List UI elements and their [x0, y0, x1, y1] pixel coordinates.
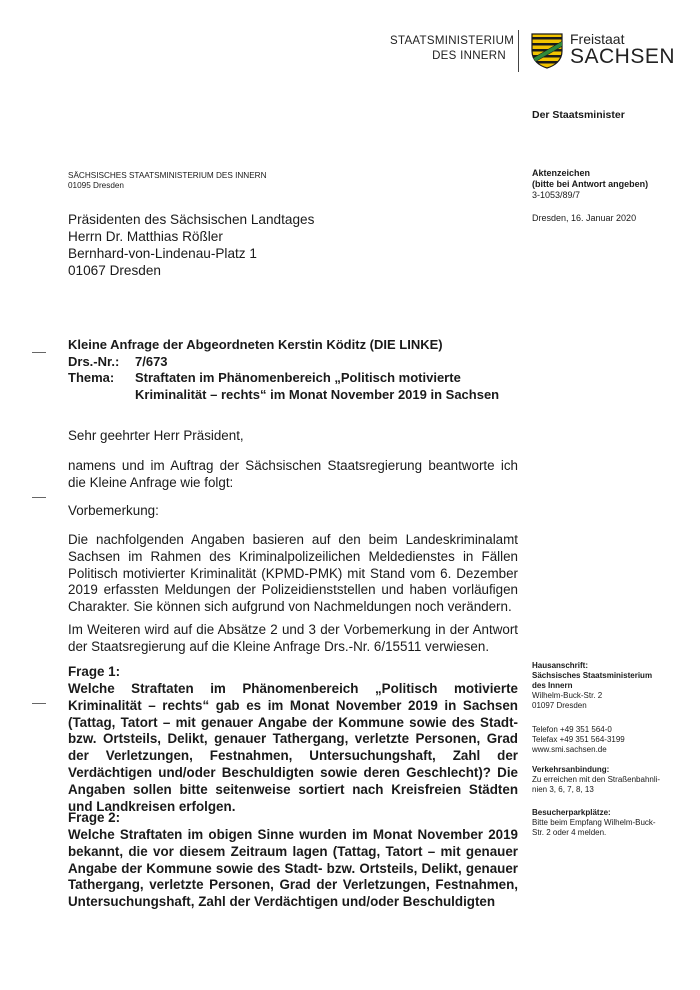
address-line-2: des Innern [532, 681, 573, 690]
frage-1-title: Frage 1: [68, 664, 121, 679]
recipient-line-4: 01067 Dresden [68, 263, 161, 278]
vorbemerkung-paragraph-2: Im Weiteren wird auf die Absätze 2 und 3 der Vorbemerkung in der Antwort der Staatsregierung auf die Kleine Anfrage Drs.-Nr. 6/15511 verwiesen. [68, 622, 518, 654]
sidebar-transport [532, 765, 662, 795]
vorbemerkung-paragraph-1: Die nachfolgenden Angaben basieren auf den beim Landeskriminalamt Sachsen im Rahmen des Kriminalpolizeilichen Meldedienstes in Fällen Politisch motivierter Kriminalität (KPMD-PMK) mit Stand vom 6. Dezember 2019 erfassten Meldungen der Polizeidienststellen und haben vorläufigen Charakter. Sie können sich aufgrund von Nachmeldungen noch verändern. [68, 532, 518, 615]
header-divider [518, 30, 519, 72]
sidebar-address [532, 661, 662, 711]
punch-mark [32, 497, 46, 498]
recipient-line-2: Herrn Dr. Matthias Rößler [68, 229, 223, 244]
sender-address [68, 171, 267, 191]
address-line-1: Sächsisches Staatsministerium [532, 671, 653, 680]
fax-number: Telefax +49 351 564-3199 [532, 735, 625, 744]
sender-line-2: 01095 Dresden [68, 181, 124, 190]
fold-mark-bottom [32, 703, 46, 704]
minister-title: Der Staatsminister [532, 109, 625, 121]
subject-block [68, 337, 518, 403]
address-line-3: Wilhelm-Buck-Str. 2 [532, 691, 603, 700]
vorbemerkung-title: Vorbemerkung: [68, 503, 159, 518]
ministry-line-2: DES INNERN [432, 50, 506, 62]
subject-title: Kleine Anfrage der Abgeordneten Kerstin Köditz (DIE LINKE) [68, 337, 443, 352]
reference-number: 3-1053/89/7 [532, 190, 581, 200]
letter-date: Dresden, 16. Januar 2020 [532, 213, 637, 223]
website-link[interactable]: www.smi.sachsen.de [532, 745, 607, 754]
thema-value: Straftaten im Phänomenbereich „Politisch motivierte Kriminalität – rechts“ im Monat November 2019 in Sachsen [135, 370, 500, 402]
salutation: Sehr geehrter Herr Präsident, [68, 428, 244, 443]
subject-drs-row [68, 354, 518, 371]
state-name: SACHSEN [570, 45, 676, 68]
parking-line-1: Bitte beim Empfang Wilhelm-Buck- [532, 818, 656, 827]
phone-number: Telefon +49 351 564-0 [532, 725, 612, 734]
saxony-crest-icon [530, 31, 564, 69]
reference-hint: (bitte bei Antwort angeben) [532, 179, 649, 189]
reference-block [532, 168, 648, 201]
drs-label: Drs.-Nr.: [68, 353, 120, 369]
parking-line-2: Str. 2 oder 4 melden. [532, 828, 607, 837]
frage-1-text: Welche Straftaten im Phänomenbereich „Politisch motivierte Kriminalität – rechts“ gab es im Monat November 2019 in Sachsen (Tattag, Tatort – mit genauer Angabe der Kommune sowie des Stadt- bzw. Ortsteils, Delikt, genauer Tathergang, verletzte Personen, Grad der Verletzungen, Festnahmen, Untersuchungshaft, Zahl der Verdächtigen und/oder Beschuldigten sowie deren Geschlecht)? Die Angaben sollen bitte seitenweise sortiert nach Kreisfreien Städten und Landkreisen erfolgen. [68, 681, 518, 814]
address-line-4: 01097 Dresden [532, 701, 587, 710]
transport-line-1: Zu erreichen mit den Straßenbahnli- [532, 775, 661, 784]
parking-title: Besucherparkplätze: [532, 808, 611, 817]
reference-label: Aktenzeichen [532, 168, 591, 178]
state-label: Freistaat [570, 31, 625, 47]
recipient-line-1: Präsidenten des Sächsischen Landtages [68, 212, 315, 227]
thema-label: Thema: [68, 370, 115, 385]
ministry-name [390, 34, 515, 64]
sender-line-1: SÄCHSISCHES STAATSMINISTERIUM DES INNERN [68, 171, 267, 180]
sidebar-contact [532, 725, 662, 755]
sidebar-parking [532, 808, 662, 838]
subject-thema-row [68, 370, 518, 403]
address-title: Hausanschrift: [532, 661, 589, 670]
drs-value: 7/673 [135, 353, 168, 369]
transport-title: Verkehrsanbindung: [532, 765, 610, 774]
intro-paragraph: namens und im Auftrag der Sächsischen Staatsregierung beantworte ich die Kleine Anfrage wie folgt: [68, 458, 518, 490]
recipient-line-3: Bernhard-von-Lindenau-Platz 1 [68, 246, 257, 261]
fold-mark-top [32, 352, 46, 353]
ministry-line-1: STAATSMINISTERIUM [390, 35, 515, 47]
recipient-address [68, 211, 314, 279]
frage-2-title: Frage 2: [68, 810, 121, 825]
transport-line-2: nien 3, 6, 7, 8, 13 [532, 785, 594, 794]
frage-2-text: Welche Straftaten im obigen Sinne wurden im Monat November 2019 bekannt, die vor diesem Zeitraum lagen (Tattag, Tatort – mit genauer Angabe der Kommune sowie des Stadt- bzw. Ortsteils, Delikt, genauer Tathergang, verletzte Personen, Grad der Verletzungen, Festnahmen, Untersuchungshaft, Zahl der Verdächtigen und/oder Beschuldigten [68, 827, 518, 910]
